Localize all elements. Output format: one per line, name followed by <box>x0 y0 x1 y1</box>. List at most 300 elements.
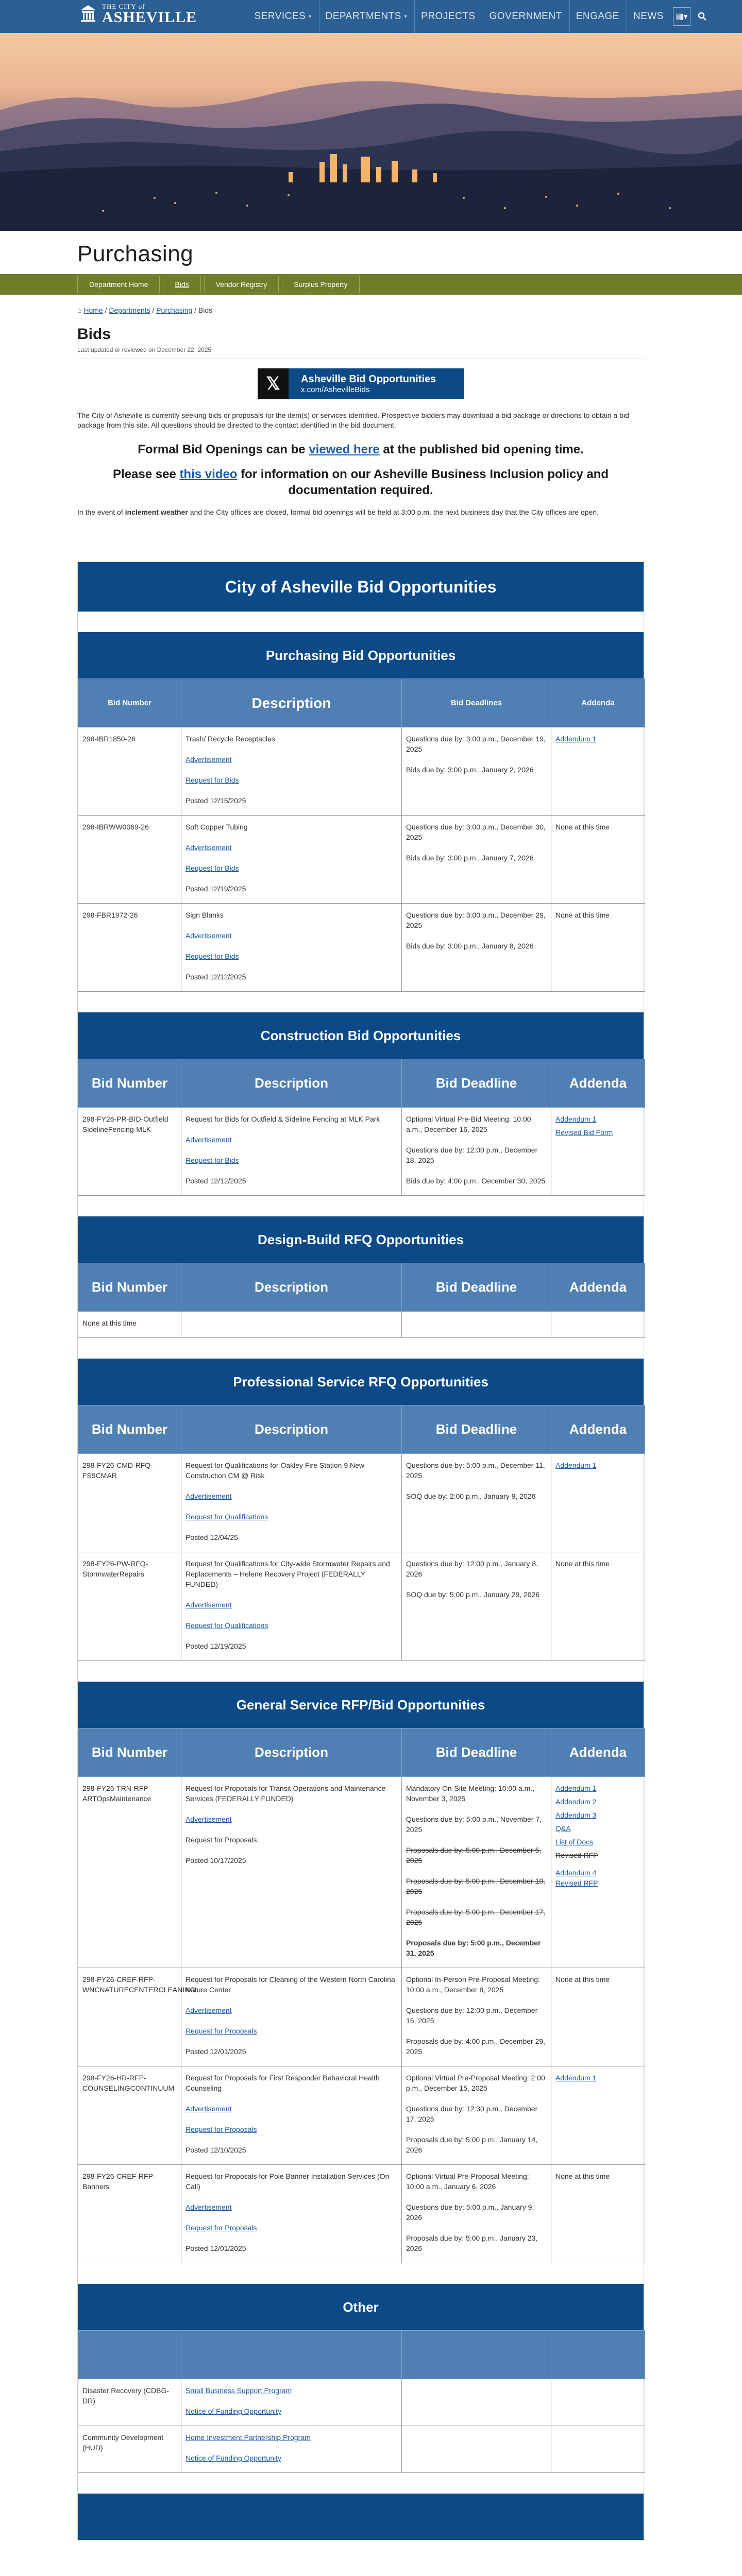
nav-engage[interactable] <box>569 0 626 33</box>
description-cell <box>181 2165 402 2263</box>
deadline-item: Bids due by: 3:00 p.m., January 2, 2026 <box>406 766 534 774</box>
addenda-none: None at this time <box>555 2172 610 2180</box>
posted-date: Posted 12/12/2025 <box>185 973 246 981</box>
posted-date: Posted 12/04/25 <box>185 1533 238 1541</box>
section-title: Other <box>78 2284 644 2330</box>
addenda-cell <box>551 2066 645 2165</box>
column-header: Description <box>181 679 402 727</box>
department-subnav <box>0 274 742 295</box>
bids-heading: Bids <box>77 326 111 343</box>
deadline-item: SOQ due by: 5:00 p.m., January 29, 2026 <box>406 1590 540 1599</box>
bid-description: Request for Qualifications for Oakley Fire Station 9 New Construction CM @ Risk <box>185 1461 365 1480</box>
addendum-wrap <box>555 1878 640 1888</box>
addendum-wrap <box>555 1127 640 1138</box>
deadline-cell <box>402 1454 551 1552</box>
column-header: Description <box>181 1263 402 1312</box>
bid-description: Request for Proposals for First Responder Behavioral Health Counseling <box>185 2074 380 2092</box>
bid-number-cell: 298-FY26-CREF-RFP-WNCNATURECENTERCLEANING <box>78 1968 181 2066</box>
translate-icon: ▦▾ <box>676 12 688 21</box>
bid-number-cell: 298-FY26-CMD-RFQ-FS9CMAR <box>78 1454 181 1552</box>
empty-cell <box>402 2426 551 2473</box>
link-wrap <box>185 1814 397 1824</box>
weather-pre: In the event of <box>77 508 123 516</box>
section-gap <box>78 2263 644 2284</box>
deadline-item: Bids due by: 3:00 p.m., January 7, 2026 <box>406 854 534 862</box>
section-gap <box>78 1196 644 1216</box>
link-wrap <box>185 1620 397 1631</box>
addendum-wrap <box>555 1823 640 1834</box>
hero-image <box>0 33 742 231</box>
table-row <box>78 727 645 816</box>
empty-cell <box>551 2379 645 2426</box>
addendum-struck: Revised RFP <box>555 1851 598 1859</box>
section-table <box>78 1728 645 2263</box>
formal-pre: Formal Bid Openings can be <box>138 443 306 456</box>
posted-date: Posted 10/17/2025 <box>185 1856 246 1865</box>
section-table <box>78 1405 645 1661</box>
section-gap <box>78 1338 644 1359</box>
breadcrumb-home[interactable]: Home <box>83 306 103 314</box>
description-cell <box>181 1552 402 1661</box>
nav-government-label: GOVERNMENT <box>489 11 562 22</box>
document-link[interactable]: Advertisement <box>185 2203 232 2211</box>
main-nav <box>248 0 711 33</box>
document-link[interactable]: Request for Proposals <box>185 2224 257 2232</box>
addenda-cell <box>551 1552 645 1661</box>
description-cell <box>181 904 402 992</box>
addendum-wrap <box>555 1114 640 1124</box>
posted-date: Posted 12/19/2025 <box>185 1642 246 1650</box>
column-header: Bid Number <box>78 1405 181 1454</box>
deadline-cell <box>402 2165 551 2263</box>
bid-number-cell: 298-FY26-PW-RFQ-StormwaterRepairs <box>78 1552 181 1661</box>
posted-date: Posted 12/15/2025 <box>185 796 246 805</box>
nav-services-label: SERVICES <box>254 11 306 22</box>
addendum-wrap <box>555 1783 640 1793</box>
column-header: Addenda <box>551 679 645 727</box>
link-wrap <box>185 2223 397 2233</box>
column-header-empty <box>402 2331 551 2379</box>
table-row <box>78 1777 645 1968</box>
link-wrap <box>185 2385 397 2396</box>
section-title: Construction Bid Opportunities <box>78 1012 644 1059</box>
deadline-item: Proposals due by: 4:00 p.m., December 29, 2025 <box>406 2037 546 2056</box>
formal-post: at the published bid opening time. <box>383 443 584 456</box>
caret-down-icon: ▾ <box>308 13 312 20</box>
document-link[interactable]: Advertisement <box>185 1601 232 1609</box>
deadline-cell <box>402 1968 551 2066</box>
header-row <box>78 1059 645 1108</box>
link-wrap <box>185 2026 397 2036</box>
header-row <box>78 1405 645 1454</box>
addendum-wrap <box>555 1837 640 1847</box>
addendum-link[interactable]: Addendum 1 <box>555 1784 597 1792</box>
program-links-cell <box>181 2426 402 2473</box>
deadline-struck: Proposals due by: 5:00 p.m., December 5, 2025 <box>406 1846 542 1865</box>
posted-date: Posted 12/12/2025 <box>185 1177 246 1185</box>
x-logo-icon: 𝕏 <box>258 368 289 399</box>
bid-number-cell: 298-FY26-PR-BID-Outfield SidelineFencing-MLK <box>78 1108 181 1196</box>
section-gap <box>78 992 644 1012</box>
addendum-wrap <box>555 1460 640 1470</box>
link-wrap <box>185 2005 397 2015</box>
link-wrap <box>185 1512 397 1522</box>
column-header: Bid Deadline <box>402 1059 551 1108</box>
breadcrumb-departments[interactable]: Departments <box>109 306 150 314</box>
breadcrumb: ⌂ Home / Departments / Purchasing / Bids <box>77 306 213 314</box>
deadline-cell <box>402 727 551 816</box>
document-link[interactable]: Advertisement <box>185 2006 232 2014</box>
weather-post: and the City offices are closed, formal bid openings will be held at 3:00 p.m. the next business day that the City offices are open. <box>190 508 599 516</box>
addendum-link[interactable]: Addendum 1 <box>555 735 597 743</box>
posted-date: Posted 12/10/2025 <box>185 2146 246 2154</box>
nav-engage-label: ENGAGE <box>576 11 619 22</box>
bid-description: Request for Qualifications for City-wide Stormwater Repairs and Replacements – Helene Recovery Project (FEDERALLY FUNDED) <box>185 1560 390 1588</box>
table-row <box>78 816 645 904</box>
posted-date: Posted 12/01/2025 <box>185 2047 246 2056</box>
site-header <box>0 0 742 33</box>
posted-date: Posted 12/01/2025 <box>185 2244 246 2252</box>
column-header: Addenda <box>551 1059 645 1108</box>
bid-description: Request for Proposals for Pole Banner Installation Services (On-Call) <box>185 2172 392 2191</box>
column-header: Bid Number <box>78 679 181 727</box>
description-cell <box>181 1312 402 1338</box>
column-header: Description <box>181 1059 402 1108</box>
section-title: Professional Service RFQ Opportunities <box>78 1359 644 1405</box>
bid-opportunities-table <box>77 562 644 2540</box>
addenda-cell <box>551 1108 645 1196</box>
section-table <box>78 1059 645 1196</box>
document-link[interactable]: Request for Bids <box>185 864 239 872</box>
link-wrap <box>185 863 397 873</box>
description-cell <box>181 727 402 816</box>
link-wrap <box>185 1155 397 1165</box>
table-row <box>78 1552 645 1661</box>
table-row <box>78 2066 645 2165</box>
x-banner-title: Asheville Bid Opportunities <box>301 374 436 385</box>
subnav-department-home[interactable]: Department Home <box>77 276 160 293</box>
addenda-none: None at this time <box>555 823 610 831</box>
deadline-item: Optional In-Person Pre-Proposal Meeting: 10:00 a.m., December 8, 2025 <box>406 1975 540 1994</box>
deadline-item: Questions due by: 3:00 p.m., December 30, 2025 <box>406 823 546 841</box>
program-link[interactable]: Notice of Funding Opportunity <box>185 2454 281 2462</box>
header-row <box>78 1263 645 1312</box>
table-row <box>78 1108 645 1196</box>
city-seal-icon <box>77 3 99 25</box>
empty-cell <box>551 2426 645 2473</box>
section-title: Design-Build RFQ Opportunities <box>78 1216 644 1263</box>
deadline-item: Optional Virtual Pre-Proposal Meeting: 2:00 p.m., December 15, 2025 <box>406 2074 545 2092</box>
addenda-none: None at this time <box>555 1560 610 1568</box>
link-wrap <box>185 842 397 853</box>
description-cell <box>181 816 402 904</box>
column-header: Bid Deadlines <box>402 679 551 727</box>
addendum-link[interactable]: List of Docs <box>555 1838 594 1846</box>
posted-date: Posted 12/19/2025 <box>185 885 246 893</box>
table-footer-bar <box>78 2494 644 2540</box>
document-label: Request for Proposals <box>185 1836 257 1844</box>
deadline-item: SOQ due by: 2:00 p.m., January 9, 2026 <box>406 1492 536 1500</box>
intro-text: The City of Asheville is currently seeking bids or proposals for the item(s) or services identified. Prospective bidders may download a bid package or directions to obtain a bid package from this site. All questions should be directed to the contact identified in the bid document. <box>77 411 629 429</box>
deadline-item: Questions due by: 5:00 p.m., December 11, 2025 <box>406 1461 545 1480</box>
subnav-surplus-property[interactable]: Surplus Property <box>282 276 359 293</box>
addenda-cell <box>551 727 645 816</box>
section-title: Purchasing Bid Opportunities <box>78 632 644 679</box>
video-info <box>77 466 644 498</box>
program-links-cell <box>181 2379 402 2426</box>
document-link[interactable]: Advertisement <box>185 755 232 764</box>
addenda-cell <box>551 1454 645 1552</box>
addendum-wrap <box>555 734 640 744</box>
table-row <box>78 2165 645 2263</box>
column-header: Bid Deadline <box>402 1405 551 1454</box>
bid-description: Sign Blanks <box>185 911 224 919</box>
addenda-none: None at this time <box>555 1975 610 1984</box>
column-header: Bid Number <box>78 1059 181 1108</box>
addendum-wrap <box>555 1868 640 1878</box>
mountain-skyline-image <box>0 33 742 231</box>
home-icon: ⌂ <box>77 306 82 314</box>
addendum-wrap <box>555 2073 640 2083</box>
table-row <box>78 1312 645 1338</box>
deadline-item: Questions due by: 12:30 p.m., December 17, 2025 <box>406 2105 538 2123</box>
addenda-cell <box>551 1312 645 1338</box>
bid-number-cell: None at this time <box>78 1312 181 1338</box>
section-gap <box>78 1661 644 1682</box>
nav-news[interactable] <box>627 0 670 33</box>
column-header: Addenda <box>551 1263 645 1312</box>
search-icon <box>698 12 707 21</box>
addenda-cell <box>551 816 645 904</box>
deadline-cell <box>402 1108 551 1196</box>
addenda-cell <box>551 1968 645 2066</box>
addenda-cell <box>551 1777 645 1968</box>
deadline-item: Proposals due by: 5:00 p.m., January 23, 2026 <box>406 2234 538 2252</box>
addenda-none: None at this time <box>555 911 610 919</box>
section-gap <box>78 612 644 632</box>
deadline-item: Questions due by: 12:00 p.m., December 18, 2025 <box>406 1146 538 1164</box>
deadline-item: Bids due by: 4:00 p.m., December 30, 2025 <box>406 1177 546 1185</box>
logo-line-1: THE CITY of <box>102 3 145 10</box>
addendum-link[interactable]: Addendum 3 <box>555 1811 597 1819</box>
addendum-wrap <box>555 1810 640 1820</box>
column-header: Bid Number <box>78 1728 181 1777</box>
video-pre: Please see <box>112 467 176 481</box>
header-row <box>78 2331 645 2379</box>
column-header-empty <box>551 2331 645 2379</box>
deadline-item: Questions due by: 12:00 p.m., January 8, 2026 <box>406 1560 538 1578</box>
page-content <box>77 306 644 517</box>
bid-description: Trash/ Recycle Receptacles <box>185 735 275 743</box>
deadline-item: Bids due by: 3:00 p.m., January 8, 2026 <box>406 942 534 950</box>
link-wrap <box>185 2202 397 2212</box>
document-link[interactable]: Advertisement <box>185 2105 232 2113</box>
document-link[interactable]: Request for Proposals <box>185 2027 257 2035</box>
table-row <box>78 2379 645 2426</box>
document-link[interactable]: Advertisement <box>185 1136 232 1144</box>
empty-cell <box>402 2379 551 2426</box>
addendum-link[interactable]: Addendum 1 <box>555 1115 597 1123</box>
bid-number-cell: 298-FY26-CREF-RFP-Banners <box>78 2165 181 2263</box>
document-link[interactable]: Advertisement <box>185 1815 232 1823</box>
addendum-link[interactable]: Addendum 4 <box>555 1869 597 1877</box>
search-button[interactable] <box>694 7 711 26</box>
bid-description: Request for Bids for Outfield & Sideline Fencing at MLK Park <box>185 1115 380 1123</box>
bid-description: Request for Proposals for Transit Operations and Maintenance Services (FEDERALLY FUNDED) <box>185 1784 386 1803</box>
addendum-link[interactable]: Addendum 1 <box>555 2074 597 2082</box>
city-logo[interactable] <box>77 3 197 25</box>
last-updated: Last updated or reviewed on December 22, 2025 <box>77 346 644 359</box>
addendum-link[interactable]: Addendum 1 <box>555 1461 597 1469</box>
deadline-struck: Proposals due by: 5:00 p.m., December 17, 2025 <box>406 1908 546 1926</box>
bid-description: Soft Copper Tubing <box>185 823 248 831</box>
link-wrap <box>185 2124 397 2134</box>
column-header: Bid Deadline <box>402 1263 551 1312</box>
description-cell <box>181 1777 402 1968</box>
addenda-cell <box>551 904 645 992</box>
deadline-cell <box>402 1312 551 1338</box>
column-header-empty <box>78 2331 181 2379</box>
document-link[interactable]: Request for Bids <box>185 1156 239 1164</box>
addendum-link[interactable]: Revised RFP <box>555 1879 598 1887</box>
deadline-item: Questions due by: 5:00 p.m., November 7, 2025 <box>406 1815 542 1834</box>
language-button[interactable] <box>673 7 690 26</box>
x-banner-link[interactable] <box>258 368 464 399</box>
column-header: Addenda <box>551 1405 645 1454</box>
page-title: Purchasing <box>77 241 194 266</box>
link-wrap <box>185 1600 397 1610</box>
column-header: Addenda <box>551 1728 645 1777</box>
bid-number-cell: 298-IBRWW0069-26 <box>78 816 181 904</box>
column-header: Bid Deadline <box>402 1728 551 1777</box>
logo-line-2: ASHEVILLE <box>102 9 197 26</box>
section-table <box>78 1263 645 1338</box>
link-wrap <box>185 775 397 785</box>
deadline-cell <box>402 904 551 992</box>
deadline-item: Proposals due by: 5:00 p.m., January 14, 2026 <box>406 2136 538 2154</box>
nav-departments[interactable] <box>319 0 414 33</box>
document-link[interactable]: Advertisement <box>185 931 232 940</box>
subnav-vendor-registry[interactable]: Vendor Registry <box>204 276 279 293</box>
column-header: Description <box>181 1405 402 1454</box>
deadline-item: Questions due by: 3:00 p.m., December 29, 2025 <box>406 911 546 929</box>
breadcrumb-current: Bids <box>198 306 213 314</box>
deadline-cell <box>402 2066 551 2165</box>
nav-projects-label: PROJECTS <box>421 11 476 22</box>
nav-news-label: NEWS <box>633 11 664 22</box>
deadline-item: Optional Virtual Pre-Bid Meeting: 10:00 a.m., December 16, 2025 <box>406 1115 531 1133</box>
nav-government[interactable] <box>483 0 568 33</box>
program-link[interactable]: Notice of Funding Opportunity <box>185 2407 281 2415</box>
link-wrap <box>185 1134 397 1145</box>
description-cell <box>181 1454 402 1552</box>
addendum-link[interactable]: Q&A <box>555 1824 571 1833</box>
opportunities-main-title: City of Asheville Bid Opportunities <box>78 562 644 612</box>
link-wrap <box>185 951 397 961</box>
video-post: for information on our Asheville Business Inclusion policy and documentation required. <box>241 467 609 497</box>
link-wrap <box>185 2406 397 2416</box>
page-title-area <box>77 241 193 267</box>
nav-departments-label: DEPARTMENTS <box>325 11 401 22</box>
deadline-cell <box>402 1777 551 1968</box>
deadline-cell <box>402 1552 551 1661</box>
section-title: General Service RFP/Bid Opportunities <box>78 1682 644 1728</box>
formal-bid-openings <box>77 443 644 457</box>
program-link[interactable]: Home Investment Partnership Program <box>185 2433 311 2442</box>
subnav-bids[interactable]: Bids <box>163 276 200 293</box>
table-row <box>78 904 645 992</box>
deadline-item: Questions due by: 3:00 p.m., December 19, 2025 <box>406 735 546 753</box>
deadline-struck: Proposals due by: 5:00 p.m., December 10, 2025 <box>406 1877 546 1895</box>
description-cell <box>181 1108 402 1196</box>
addendum-wrap <box>555 1797 640 1807</box>
bid-description: Request for Proposals for Cleaning of the Western North Carolina Nature Center <box>185 1975 395 1994</box>
description-cell <box>181 1968 402 2066</box>
document-link[interactable]: Request for Qualifications <box>185 1621 268 1630</box>
addendum-link[interactable]: Addendum 2 <box>555 1798 597 1806</box>
formal-openings-link[interactable]: viewed here <box>309 443 380 456</box>
column-header: Bid Number <box>78 1263 181 1312</box>
document-link[interactable]: Request for Bids <box>185 776 239 784</box>
deadline-item: Optional Virtual Pre-Proposal Meeting: 10:00 a.m., January 6, 2026 <box>406 2172 529 2191</box>
column-header: Description <box>181 1728 402 1777</box>
description-cell <box>181 2066 402 2165</box>
bid-number-cell: 298-FY26-TRN-RFP-ARTOpsMaintenance <box>78 1777 181 1968</box>
bid-number-cell: 298-IBR1850-26 <box>78 727 181 816</box>
document-link[interactable]: Advertisement <box>185 843 232 852</box>
column-header-empty <box>181 2331 402 2379</box>
weather-notice <box>77 507 644 517</box>
link-wrap <box>185 2432 397 2443</box>
x-banner-handle: x.com/AshevilleBids <box>301 385 370 394</box>
other-table <box>78 2330 645 2473</box>
section-table <box>78 679 645 992</box>
document-link[interactable]: Request for Qualifications <box>185 1513 268 1521</box>
document-link[interactable]: Request for Bids <box>185 952 239 960</box>
deadline-item: Mandatory On-Site Meeting: 10:00 a.m., November 3, 2025 <box>406 1784 535 1803</box>
program-link[interactable]: Small Business Support Program <box>185 2386 292 2395</box>
header-row <box>78 1728 645 1777</box>
table-row <box>78 2426 645 2473</box>
header-row <box>78 679 645 727</box>
bid-number-cell: 298-FBR1972-26 <box>78 904 181 992</box>
deadline-final: Proposals due by: 5:00 p.m., December 31, 2025 <box>406 1939 541 1957</box>
link-wrap <box>185 754 397 765</box>
document-link[interactable]: Advertisement <box>185 1492 232 1500</box>
nav-services[interactable] <box>248 0 317 33</box>
link-wrap <box>185 930 397 941</box>
video-link[interactable]: this video <box>179 467 238 481</box>
program-cell: Disaster Recovery (CDBG-DR) <box>78 2379 181 2426</box>
bid-number-cell: 298-FY26-HR-RFP-COUNSELINGCONTINUUM <box>78 2066 181 2165</box>
breadcrumb-purchasing[interactable]: Purchasing <box>156 306 193 314</box>
program-cell: Community Development (HUD) <box>78 2426 181 2473</box>
nav-projects[interactable] <box>414 0 481 33</box>
deadline-item: Questions due by: 12:00 p.m., December 15, 2025 <box>406 2006 538 2025</box>
weather-bold: inclement weather <box>125 508 188 516</box>
addenda-cell <box>551 2165 645 2263</box>
section-gap <box>78 2473 644 2494</box>
caret-down-icon: ▾ <box>404 13 408 20</box>
link-wrap <box>185 2453 397 2463</box>
deadline-cell <box>402 816 551 904</box>
addendum-link[interactable]: Revised Bid Form <box>555 1128 613 1137</box>
table-row <box>78 1454 645 1552</box>
table-row <box>78 1968 645 2066</box>
document-link[interactable]: Request for Proposals <box>185 2125 257 2133</box>
link-wrap <box>185 2104 397 2114</box>
deadline-item: Questions due by: 5:00 p.m., January 9, 2026 <box>406 2203 534 2222</box>
